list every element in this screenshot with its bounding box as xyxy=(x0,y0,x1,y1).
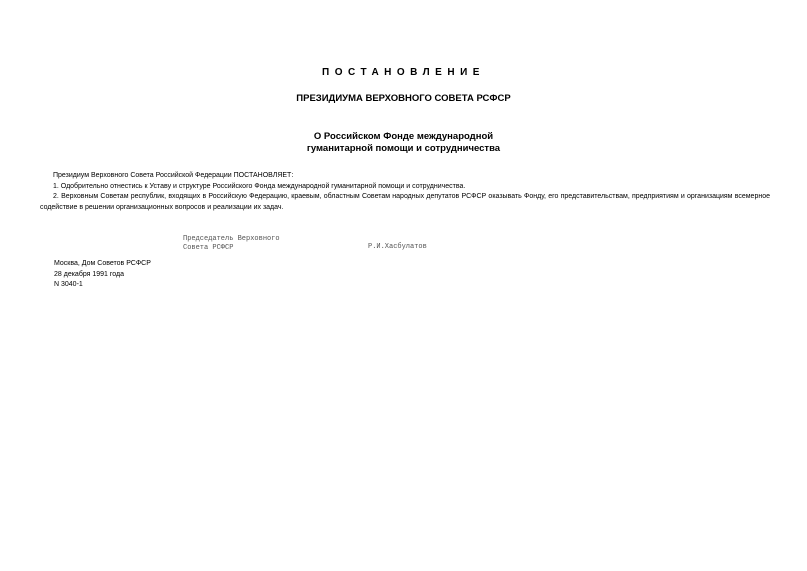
document-body xyxy=(40,171,770,213)
heading-line-1: О Российском Фонде международной xyxy=(313,131,494,142)
signature-name: Р.И.Хасбулатов xyxy=(368,243,427,251)
item-1-paragraph: 1. Одобрительно отнестись к Уставу и структуре Российского Фонда международной гуманитарной помощи и сотрудничества. xyxy=(53,182,466,190)
signature-title-line-2: Совета РСФСР xyxy=(183,243,234,252)
document-number: N 3040-1 xyxy=(54,281,83,288)
signature-title xyxy=(183,235,280,252)
document-title: ПОСТАНОВЛЕНИЕ xyxy=(322,67,485,78)
document-place: Москва, Дом Советов РСФСР xyxy=(54,260,151,267)
document-date: 28 декабря 1991 года xyxy=(54,270,125,278)
item-2-paragraph: 2. Верховным Советам республик, входящих в Российскую Федерацию, краевым, областным Советам народных депутатов РСФСР оказывать Фонду, его представительствам, предприятиям и организациям всемерное содействие в решении организационных вопросов и реализации их задач. xyxy=(40,193,770,211)
document-heading xyxy=(0,131,807,155)
heading-line-2: гуманитарной помощи и сотрудничества xyxy=(306,143,501,154)
document-footer xyxy=(54,259,151,291)
signature-title-line-1: Председатель Верховного xyxy=(183,235,280,243)
preamble-paragraph: Президиум Верховного Совета Российской Федерации ПОСТАНОВЛЯЕТ: xyxy=(53,172,294,179)
document-issuer: ПРЕЗИДИУМА ВЕРХОВНОГО СОВЕТА РСФСР xyxy=(296,93,511,104)
